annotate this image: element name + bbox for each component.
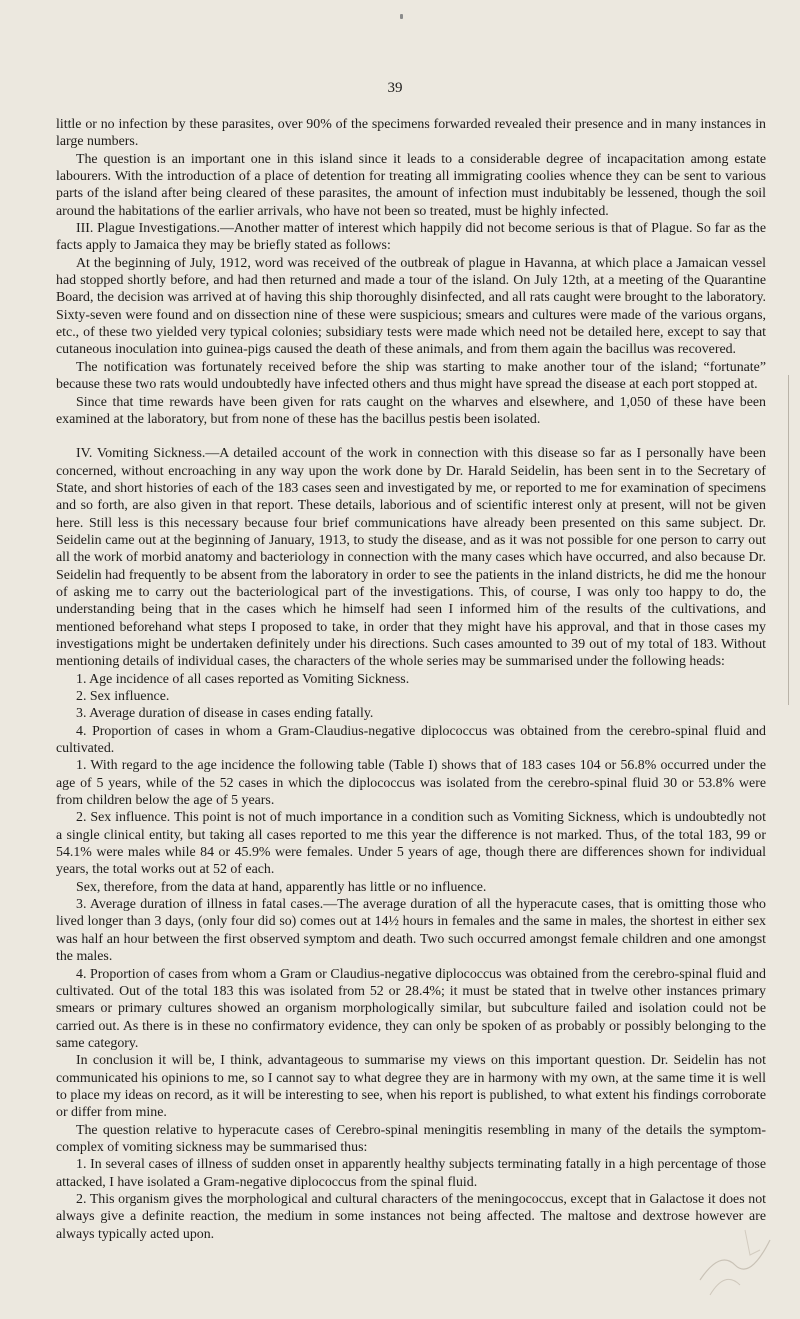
list-item: 1. In several cases of illness of sudden onset in apparently healthy subjects terminating fatally in a high percentage of those attacked, I have isolated a Gram-negative diplococcus from the spinal fluid. (56, 1157, 766, 1190)
paragraph: Sex, therefore, from the data at hand, apparently has little or no influence. (76, 879, 487, 895)
list-item: 1. Age incidence of all cases reported as Vomiting Sickness. (76, 671, 410, 687)
paragraph: Since that time rewards have been given for rats caught on the wharves and elsewhere, and 1,050 of these have been examined at the laboratory, but from none of these has the bacillus pestis been isolated. (56, 394, 766, 427)
paragraph: The notification was fortunately received before the ship was starting to make another tour of the island; “fortunate” because these two rats would undoubtedly have infected others and thus might have spread the disease at each port stopped at. (56, 359, 766, 393)
list-item: 2. This organism gives the morphological and cultural characters of the meningococcus, except that in Galactose it does not always give a definite reaction, the medium in some instances not being affected. The maltose and dextrose however are always typically acted upon. (56, 1191, 766, 1242)
list-item: 2. Sex influence. (76, 689, 170, 704)
margin-bracket (776, 375, 789, 705)
paragraph: The question is an important one in this island since it leads to a considerable degree of incapacitation among estate labourers. With the introduction of a place of detention for treating all immigrating coolies whence they can be sent to various parts of the island after being cleared of these parasites, the amount of infection must indubitably be lessened, though the soil around the habitations of the earlier arrivals, who have not been so treated, must be highly infected. (56, 151, 766, 219)
paragraph: 1. With regard to the age incidence the following table (Table I) shows that of 183 cases 104 or 56.8% occurred under the age of 5 years, while of the 52 cases in which the diplococcus was isolated from the cerebro-spinal fluid 30 or 53.8% were from children below the age of 5 years. (56, 758, 766, 809)
paragraph: At the beginning of July, 1912, word was received of the outbreak of plague in Havanna, at which place a Jamaican vessel had stopped shortly before, and had then returned and made a tour of the island. On July 12th, at a meeting of the Quarantine Board, the decision was arrived at of having this ship thoroughly disinfected, and all rats caught were brought to the laboratory. Sixty-seven were found and on dissection nine of these were suspicious; smears and cultures were made of the various organs, etc., of these two yielded very typical colonies; subsidiary tests were made which need not be detailed here, except to say that cutaneous inoculation into guinea-pigs caused the death of these animals, and from them again the bacillus was recovered. (56, 255, 766, 358)
page-number: 39 (387, 80, 403, 96)
section-heading-plague: III. Plague Investigations.—Another matter of interest which happily did not become serious is that of Plague. So far as the facts apply to Jamaica they may be briefly stated as follows: (56, 221, 766, 254)
scan-mark (400, 14, 403, 19)
paragraph: In conclusion it will be, I think, advantageous to summarise my views on this important question. Dr. Seidelin has not communicated his opinions to me, so I cannot say to what degree they are in harmony with my own, at the same time it is well to place my ideas on record, as it will be interesting to see, when his report is published, to what extent his findings corroborate or differ from mine. (56, 1053, 766, 1121)
paragraph: 2. Sex influence. This point is not of much importance in a condition such as Vomiting Sickness, which is undoubtedly not a single clinical entity, but taking all cases reported to me this year the difference is not marked. Thus, of the total 183, 99 or 54.1% were males while 84 or 45.9% were females. Under 5 years of age, though there are differences shown for individual years, the total works out at 52 of each. (56, 810, 766, 878)
paragraph: The question relative to hyperacute cases of Cerebro-spinal meningitis resembling in many of the details the symptom-complex of vomiting sickness may be summarised thus: (56, 1122, 766, 1155)
paragraph: 4. Proportion of cases from whom a Gram or Claudius-negative diplococcus was obtained from the cerebro-spinal fluid and cultivated. Out of the total 183 this was isolated from 52 or 28.4%; it must be stated that in twelve other instances primary smears or primary cultures showed an organism morphologically similar, but subculture failed and isolation could not be carried out. As there is in these no confirmatory evidence, they can only be spoken of as probably or possibly belonging to the same category. (56, 966, 766, 1051)
list-item: 3. Average duration of disease in cases ending fatally. (76, 706, 374, 722)
ink-smudge (690, 1210, 780, 1300)
section-heading-vomiting-sickness: IV. Vomiting Sickness.—A detailed account of the work in connection with this disease so far as I personally have been concerned, without encroaching in any way upon the work done by Dr. Harald Seidelin, has been sent in to the Secretary of State, and short histories of each of the 183 cases seen and investigated by me, or reported to me for examination of specimens and so forth, are also given in that report. These details, laborious and of scientific interest only at present, will not be given here. Still less is this necessary because four brief communications have already been presented on this same subject. Dr. Seidelin came out at the beginning of January, 1913, to study the disease, and as it was not possible for one person to carry out all the work of morbid anatomy and bacteriology in connection with the many cases which have occurred, and also because Dr. Seidelin had frequently to be absent from the laboratory in order to see the patients in the inland districts, he did me the honour of asking me to carry out the bacteriological part of the investigations. This, of course, I was only too happy to do, the understanding being that in the cases which he himself had seen I informed him of the results of the cultivations, and mentioned beforehand what steps I proposed to take, in order that they might have his approval, and that in those cases my investigations might be undertaken definitely under his directions. Such cases amounted to 39 out of my total of 183. Without mentioning details of individual cases, the characters of the whole series may be summarised under the following heads: (56, 446, 766, 670)
paragraph: 3. Average duration of illness in fatal cases.—The average duration of all the hyperacute cases, that is omitting those who lived longer than 3 days, (only four did so) comes out at 14½ hours in females and the same in males, the shortest in either sex was half an hour between the first observed symptom and death. Two such occurred amongst female children and one amongst the males. (56, 897, 766, 965)
list-item: 4. Proportion of cases in whom a Gram-Claudius-negative diplococcus was obtained from the cerebro-spinal fluid and cultivated. (56, 723, 766, 757)
paragraph: little or no infection by these parasites, over 90% of the specimens forwarded revealed their presence and in many instances in large numbers. (56, 117, 766, 150)
body-text (56, 116, 766, 1243)
